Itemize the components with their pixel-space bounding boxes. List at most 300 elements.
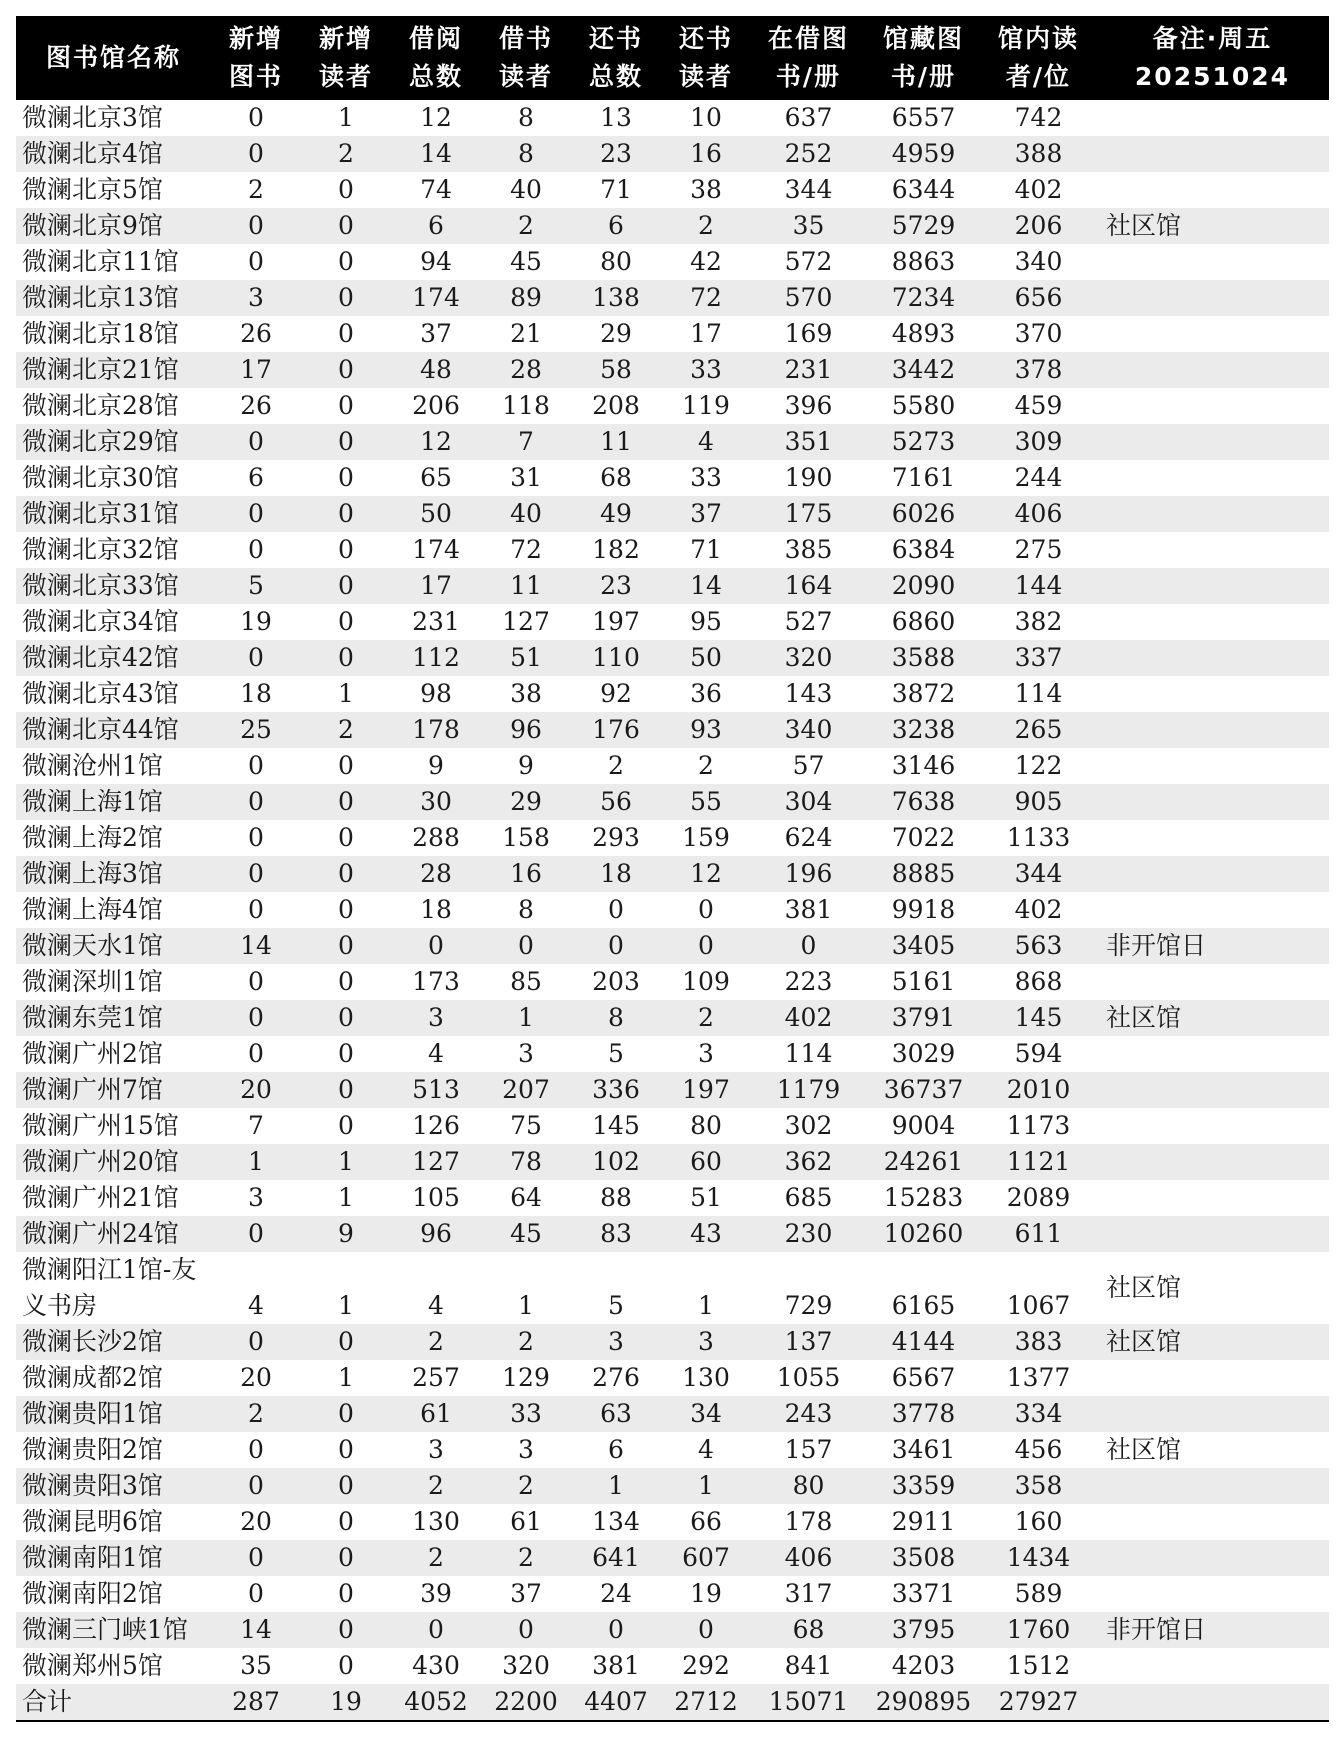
new-readers-cell: 0 [301,424,391,460]
new-readers-cell: 1 [338,1291,354,1320]
borrow-total-cell: 3 [428,1435,444,1464]
return-total-cell: 2 [608,751,624,780]
return-total-cell: 381 [592,1651,640,1680]
return-readers-cell: 33 [690,463,722,492]
library-name-cell: 微澜北京13馆 [16,280,211,316]
note-cell [1096,100,1329,136]
new-books-cell: 6 [248,463,264,492]
library-name-cell: 微澜北京43馆 [22,679,179,708]
return-total-cell: 102 [571,1144,661,1180]
on-loan-cell: 1179 [751,1072,866,1108]
new-readers-cell: 2 [301,136,391,172]
return-readers-cell: 43 [661,1216,751,1252]
new-readers-cell: 1 [338,1363,354,1392]
library-name-cell: 微澜北京18馆 [22,319,179,348]
total-row [16,1684,1329,1721]
total-label: 合计 [16,1684,211,1721]
new-readers-cell: 0 [338,1651,354,1680]
new-books-cell: 26 [240,319,272,348]
collection-cell: 3872 [891,679,956,708]
note-cell [1096,1180,1329,1216]
note-cell [1096,496,1329,532]
on-loan-cell: 344 [784,175,833,204]
borrow-readers-cell: 85 [510,967,542,996]
library-name-cell: 微澜深圳1馆 [22,967,163,996]
library-name-cell: 微澜昆明6馆 [22,1507,163,1536]
borrow-readers-cell: 29 [481,784,571,820]
borrow-readers-cell: 0 [481,1612,571,1648]
borrow-readers-cell: 31 [510,463,542,492]
borrow-total-cell: 17 [391,568,481,604]
table-row [16,820,1329,856]
note-cell [1096,964,1329,1000]
header-line: 者/位 [1005,62,1072,91]
in-library-readers-cell: 309 [981,424,1096,460]
table-row [16,1072,1329,1108]
return-total-cell: 182 [592,535,640,564]
borrow-total-cell: 96 [391,1216,481,1252]
new-books-cell: 18 [240,679,272,708]
return-readers-cell: 36 [690,679,722,708]
table-row [16,784,1329,820]
table-row [16,1252,1329,1324]
table-row [16,1036,1329,1072]
borrow-readers-cell: 37 [510,1579,542,1608]
return-readers-cell: 12 [661,856,751,892]
new-readers-cell: 0 [301,280,391,316]
borrow-total-cell: 12 [391,424,481,460]
new-readers-cell: 0 [338,391,354,420]
return-readers-cell: 10 [690,103,722,132]
return-readers-cell: 4 [661,424,751,460]
table-row [16,1000,1329,1036]
return-readers-cell: 72 [661,280,751,316]
on-loan-cell: 178 [784,1507,833,1536]
library-name-cell: 微澜郑州5馆 [22,1651,163,1680]
note-cell: 非开馆日 [1096,1612,1329,1648]
table-row [16,1180,1329,1216]
borrow-readers-cell: 1 [518,1291,534,1320]
return-total-cell: 49 [571,496,661,532]
note-cell [1096,352,1329,388]
borrow-readers-cell: 16 [481,856,571,892]
on-loan-cell: 196 [751,856,866,892]
return-readers-cell: 14 [661,568,751,604]
header-borrow-readers [481,16,571,100]
library-name-cell: 微澜广州21馆 [22,1183,179,1212]
note-cell [1096,784,1329,820]
collection-cell: 4144 [866,1324,981,1360]
new-books-cell: 0 [211,136,301,172]
total-cell: 290895 [866,1684,981,1721]
borrow-readers-cell: 38 [510,679,542,708]
new-books-cell: 20 [211,1072,301,1108]
on-loan-cell: 624 [784,823,833,852]
return-readers-cell: 37 [661,496,751,532]
in-library-readers-cell: 2089 [1006,1183,1071,1212]
new-books-cell: 0 [211,640,301,676]
on-loan-cell: 80 [751,1468,866,1504]
borrow-readers-cell: 89 [481,280,571,316]
in-library-readers-cell: 206 [981,208,1096,244]
borrow-readers-cell: 1 [481,1000,571,1036]
collection-cell: 3405 [866,928,981,964]
table-header [16,16,1329,100]
note-cell [1096,1504,1329,1540]
on-loan-cell: 143 [784,679,833,708]
note-cell [1096,892,1329,928]
collection-cell: 8863 [891,247,956,276]
borrow-total-cell: 48 [391,352,481,388]
new-books-cell: 0 [248,967,264,996]
collection-cell: 6344 [891,175,956,204]
library-name-cell: 微澜北京28馆 [22,391,179,420]
return-total-cell: 29 [600,319,632,348]
return-readers-cell: 17 [690,319,722,348]
note-cell [1096,388,1329,424]
new-books-cell: 0 [211,208,301,244]
in-library-readers-cell: 402 [1014,895,1063,924]
borrow-readers-cell: 2 [481,1540,571,1576]
on-loan-cell: 252 [751,136,866,172]
new-readers-cell: 0 [301,568,391,604]
return-total-cell: 0 [571,1612,661,1648]
table-footer [16,1684,1329,1721]
on-loan-cell: 35 [751,208,866,244]
new-readers-cell: 0 [338,1111,354,1140]
return-total-cell: 641 [571,1540,661,1576]
return-total-cell: 0 [571,928,661,964]
new-books-cell: 0 [248,1435,264,1464]
note-cell: 社区馆 [1106,1273,1182,1302]
note-cell: 社区馆 [1106,1435,1182,1464]
collection-cell: 24261 [866,1144,981,1180]
in-library-readers-cell: 742 [1014,103,1063,132]
borrow-readers-cell: 51 [481,640,571,676]
borrow-readers-cell: 3 [518,1435,534,1464]
new-books-cell: 0 [211,784,301,820]
return-total-cell: 68 [600,463,632,492]
on-loan-cell: 570 [751,280,866,316]
new-readers-cell: 0 [338,1579,354,1608]
borrow-total-cell: 94 [420,247,452,276]
borrow-readers-cell: 40 [481,496,571,532]
library-name-cell: 微澜广州2馆 [22,1039,163,1068]
return-total-cell: 11 [571,424,661,460]
collection-cell: 3359 [866,1468,981,1504]
on-loan-cell: 317 [784,1579,833,1608]
return-readers-cell: 130 [682,1363,730,1392]
table-row [16,352,1329,388]
on-loan-cell: 1055 [776,1363,841,1392]
return-readers-cell: 0 [661,1612,751,1648]
new-books-cell: 0 [248,247,264,276]
borrow-total-cell: 61 [391,1396,481,1432]
on-loan-cell: 362 [751,1144,866,1180]
return-total-cell: 58 [571,352,661,388]
note-cell [1096,1468,1329,1504]
borrow-total-cell: 130 [412,1507,460,1536]
new-books-cell: 0 [211,1324,301,1360]
header-line: 借阅 [408,24,463,53]
new-books-cell: 0 [211,1000,301,1036]
note-cell [1096,856,1329,892]
table-row [16,172,1329,208]
in-library-readers-cell: 563 [981,928,1096,964]
new-readers-cell: 1 [301,1144,391,1180]
collection-cell: 3371 [891,1579,956,1608]
collection-cell: 3029 [891,1039,956,1068]
in-library-readers-cell: 337 [981,640,1096,676]
new-readers-cell: 0 [301,856,391,892]
in-library-readers-cell: 1067 [1006,1291,1071,1320]
return-total-cell: 92 [600,679,632,708]
total-cell: 2712 [661,1684,751,1721]
collection-cell: 7022 [891,823,956,852]
total-cell: 27927 [981,1684,1096,1721]
header-line: 新增 [228,24,283,53]
return-total-cell: 145 [592,1111,640,1140]
borrow-total-cell: 127 [391,1144,481,1180]
return-total-cell: 276 [592,1363,640,1392]
return-total-cell: 5 [608,1291,624,1320]
borrow-readers-cell: 45 [510,247,542,276]
table-row [16,208,1329,244]
note-cell: 社区馆 [1096,208,1329,244]
borrow-readers-cell: 7 [481,424,571,460]
on-loan-cell: 302 [784,1111,833,1140]
on-loan-cell: 340 [751,712,866,748]
table-row [16,1216,1329,1252]
in-library-readers-cell: 1760 [981,1612,1096,1648]
on-loan-cell: 0 [751,928,866,964]
borrow-readers-cell: 21 [510,319,542,348]
new-readers-cell: 0 [301,1612,391,1648]
note-cell [1096,460,1329,496]
in-library-readers-cell: 456 [1014,1435,1063,1464]
library-name-cell: 微澜北京9馆 [16,208,211,244]
borrow-readers-cell: 11 [481,568,571,604]
new-books-cell: 0 [248,895,264,924]
new-readers-cell: 0 [301,784,391,820]
on-loan-cell: 190 [784,463,833,492]
table-body [16,100,1329,1684]
borrow-readers-cell: 3 [518,1039,534,1068]
on-loan-cell: 164 [751,568,866,604]
collection-cell: 3238 [866,712,981,748]
table-row [16,1144,1329,1180]
note-cell [1096,424,1329,460]
library-name-cell: 微澜广州15馆 [22,1111,179,1140]
on-loan-cell: 685 [784,1183,833,1212]
borrow-readers-cell: 0 [481,928,571,964]
header-borrow-total [391,16,481,100]
return-readers-cell: 2 [661,1000,751,1036]
borrow-readers-cell: 9 [518,751,534,780]
borrow-total-cell: 14 [391,136,481,172]
return-readers-cell: 38 [690,175,722,204]
new-readers-cell: 0 [338,895,354,924]
borrow-readers-cell: 33 [481,1396,571,1432]
header-line: 读者 [498,62,553,91]
collection-cell: 6384 [891,535,956,564]
collection-cell: 3791 [866,1000,981,1036]
return-readers-cell: 42 [690,247,722,276]
return-readers-cell: 119 [682,391,730,420]
return-readers-cell: 71 [690,535,722,564]
borrow-total-cell: 6 [391,208,481,244]
on-loan-cell: 114 [784,1039,833,1068]
header-in-library-readers [981,16,1096,100]
total-cell: 15071 [751,1684,866,1721]
note-cell [1096,1576,1329,1612]
borrow-total-cell: 4 [428,1291,444,1320]
borrow-total-cell: 174 [412,535,460,564]
return-total-cell: 1 [571,1468,661,1504]
header-line: 还书 [678,24,733,53]
on-loan-cell: 57 [792,751,825,780]
header-line: 馆藏图 [882,24,964,53]
in-library-readers-cell: 378 [981,352,1096,388]
return-total-cell: 6 [608,1435,624,1464]
in-library-readers-cell: 388 [981,136,1096,172]
return-readers-cell: 51 [690,1183,722,1212]
on-loan-cell: 572 [784,247,833,276]
total-cell: 4052 [391,1684,481,1721]
header-line: 读者 [318,62,373,91]
library-name-cell: 微澜贵阳3馆 [16,1468,211,1504]
return-total-cell: 110 [571,640,661,676]
header-line: 图书 [228,62,283,91]
library-name-cell: 微澜广州20馆 [16,1144,211,1180]
new-readers-cell: 0 [301,1468,391,1504]
new-books-cell: 2 [248,175,264,204]
header-line: 书/册 [890,62,957,91]
on-loan-cell: 223 [784,967,833,996]
new-readers-cell: 0 [338,1435,354,1464]
return-total-cell: 56 [571,784,661,820]
collection-cell: 7234 [866,280,981,316]
return-readers-cell: 1 [698,1291,714,1320]
return-readers-cell: 2 [661,208,751,244]
library-name-cell: 微澜北京29馆 [16,424,211,460]
header-on-loan [751,16,866,100]
return-total-cell: 176 [571,712,661,748]
borrow-readers-cell: 8 [481,136,571,172]
return-readers-cell: 2 [698,751,714,780]
collection-cell: 15283 [883,1183,964,1212]
new-readers-cell: 0 [301,1072,391,1108]
library-name-cell: 微澜贵阳1馆 [16,1396,211,1432]
on-loan-cell: 320 [751,640,866,676]
table-row [16,532,1329,568]
table-row [16,316,1329,352]
borrow-total-cell: 126 [412,1111,460,1140]
table-row [16,640,1329,676]
new-readers-cell: 0 [338,535,354,564]
header-line: 20251024 [1134,62,1291,91]
return-total-cell: 5 [608,1039,624,1068]
borrow-readers-cell: 72 [510,535,542,564]
borrow-total-cell: 105 [412,1183,460,1212]
borrow-total-cell: 0 [391,1612,481,1648]
on-loan-cell: 304 [751,784,866,820]
return-readers-cell: 607 [661,1540,751,1576]
library-name-cell: 微澜北京5馆 [22,175,163,204]
in-library-readers-cell: 344 [981,856,1096,892]
in-library-readers-cell: 1434 [981,1540,1096,1576]
collection-cell: 2911 [891,1507,956,1536]
in-library-readers-cell: 611 [981,1216,1096,1252]
collection-cell: 4893 [891,319,956,348]
note-cell [1096,676,1329,712]
new-books-cell: 17 [211,352,301,388]
table-row [16,892,1329,928]
header-line: 还书 [588,24,643,53]
borrow-total-cell: 39 [420,1579,452,1608]
table-row [16,1108,1329,1144]
in-library-readers-cell: 868 [1014,967,1063,996]
library-name-cell: 微澜上海2馆 [22,823,163,852]
new-readers-cell: 0 [301,1396,391,1432]
return-readers-cell: 66 [690,1507,722,1536]
new-books-cell: 4 [248,1291,264,1320]
new-books-cell: 0 [248,1579,264,1608]
new-readers-cell: 0 [301,1540,391,1576]
new-readers-cell: 0 [338,175,354,204]
in-library-readers-cell: 122 [1014,751,1063,780]
table-row [16,280,1329,316]
in-library-readers-cell: 905 [981,784,1096,820]
note-cell [1096,1108,1329,1144]
in-library-readers-cell: 114 [1014,679,1063,708]
return-readers-cell: 80 [690,1111,722,1140]
library-name-cell: 微澜天水1馆 [16,928,211,964]
new-books-cell: 0 [248,1039,264,1068]
library-name-cell: 微澜上海4馆 [22,895,163,924]
new-books-cell: 0 [248,535,264,564]
table-row [16,244,1329,280]
new-books-cell: 3 [211,280,301,316]
borrow-readers-cell: 127 [502,607,550,636]
table-row [16,1504,1329,1540]
on-loan-cell: 841 [784,1651,833,1680]
in-library-readers-cell: 244 [1014,463,1063,492]
return-total-cell: 23 [571,136,661,172]
note-cell [1096,640,1329,676]
new-readers-cell: 9 [301,1216,391,1252]
borrow-readers-cell: 8 [518,895,534,924]
borrow-readers-cell: 8 [518,103,534,132]
collection-cell: 6165 [891,1291,956,1320]
table-row [16,1468,1329,1504]
return-total-cell: 8 [571,1000,661,1036]
library-stats-table [16,16,1329,1722]
library-name-cell: 微澜成都2馆 [22,1363,163,1392]
return-total-cell: 6 [571,208,661,244]
new-readers-cell: 0 [338,319,354,348]
header-line: 总数 [588,62,643,91]
note-cell [1096,712,1329,748]
total-cell: 2200 [481,1684,571,1721]
borrow-total-cell: 2 [391,1324,481,1360]
borrow-readers-cell: 118 [502,391,550,420]
new-readers-cell: 0 [301,928,391,964]
collection-cell: 5729 [866,208,981,244]
in-library-readers-cell: 358 [981,1468,1096,1504]
return-total-cell: 18 [571,856,661,892]
in-library-readers-cell: 265 [981,712,1096,748]
